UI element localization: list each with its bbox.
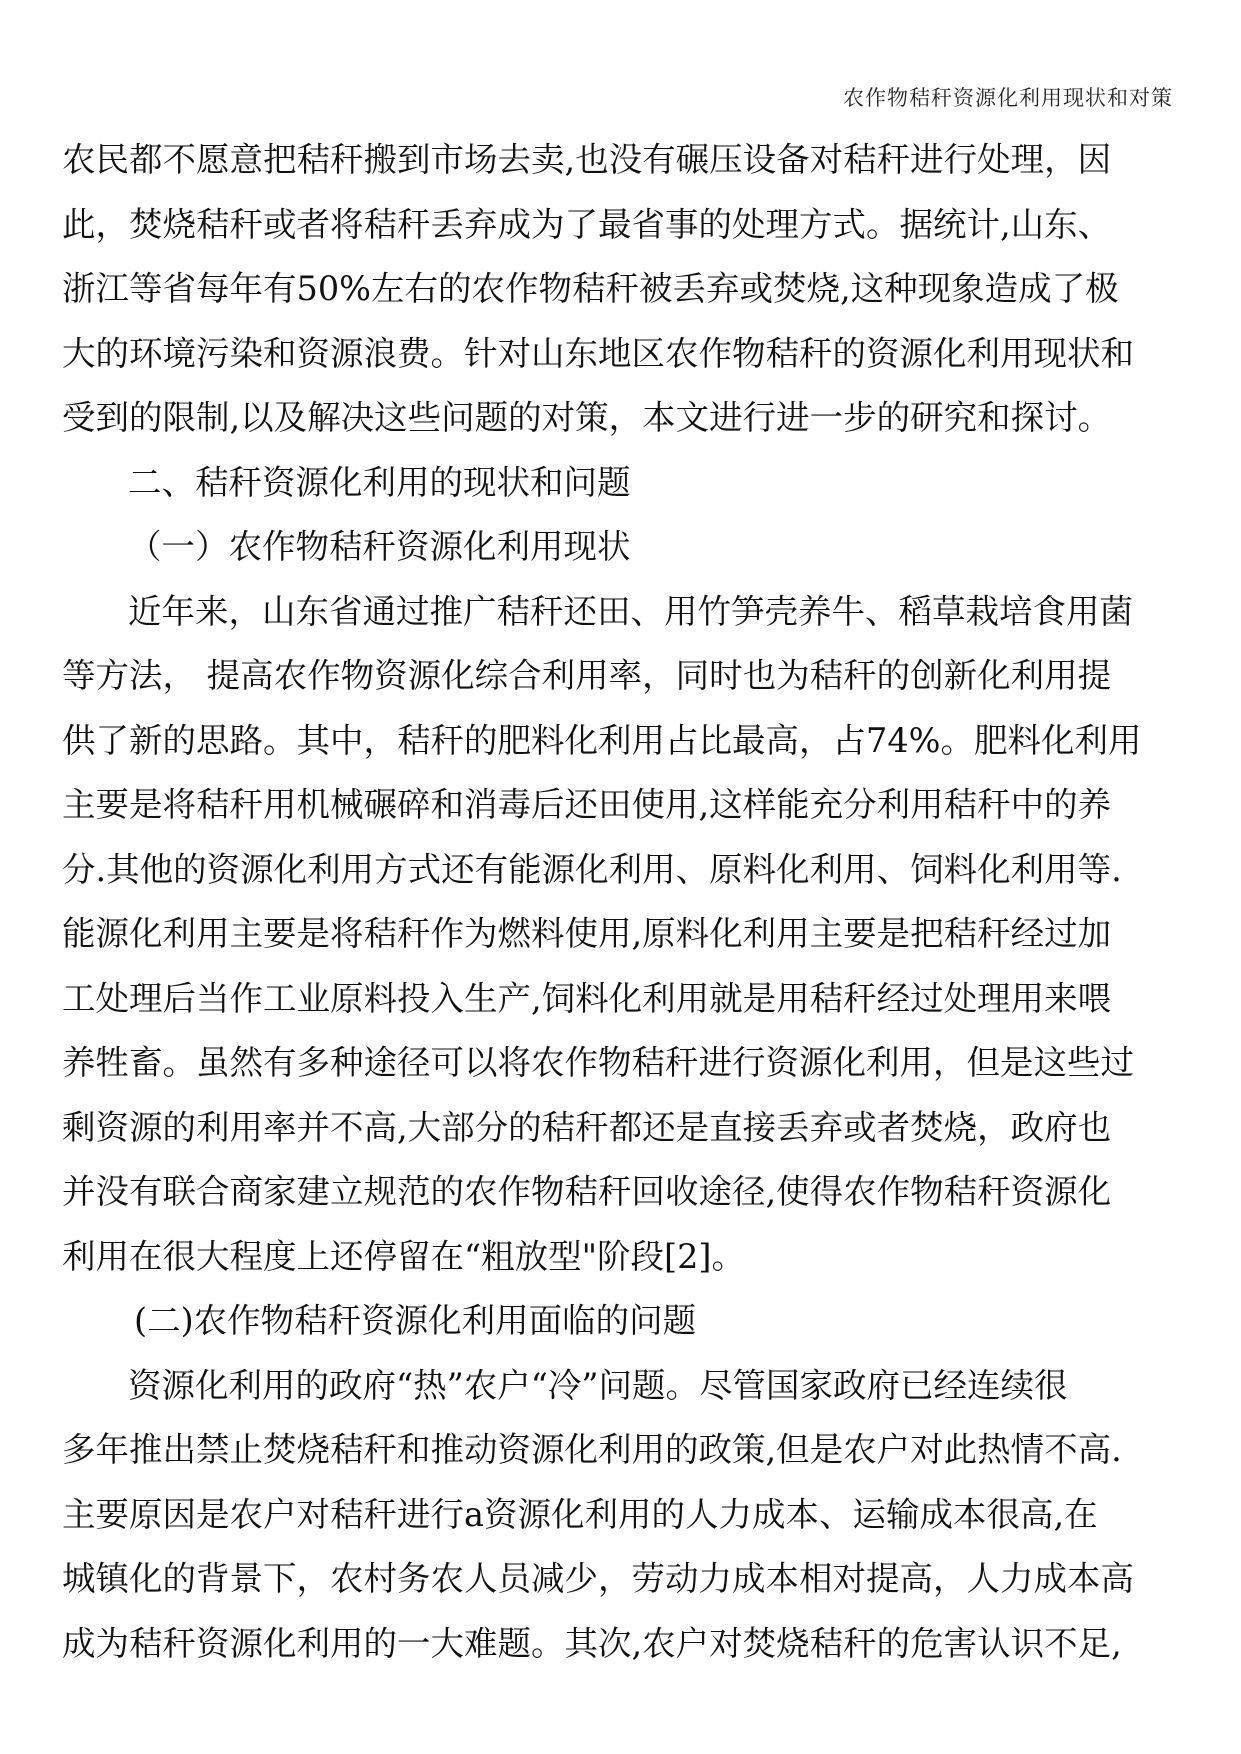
paragraph-line: 利用在很大程度上还停留在“粗放型"阶段[2]。 <box>62 1236 745 1276</box>
paragraph-line: 此，焚烧秸秆或者将秸秆丢弃成为了最省事的处理方式。据统计,山东、 <box>62 204 1112 244</box>
paragraph-line: 成为秸秆资源化利用的一大难题。其次,农户对焚烧秸秆的危害认识不足, <box>62 1623 1122 1663</box>
paragraph-line: 主要原因是农户对秸秆进行a资源化利用的人力成本、运输成本很高,在 <box>62 1494 1098 1534</box>
paragraph-line: 近年来，山东省通过推广秸秆还田、用竹笋壳养牛、稻草栽培食用菌 <box>128 591 1133 631</box>
paragraph-line: 剩资源的利用率并不高,大部分的秸秆都还是直接丢弃或者焚烧，政府也 <box>62 1107 1112 1147</box>
document-body <box>62 128 1180 1676</box>
subsection-heading: （一）农作物秸秆资源化利用现状 <box>128 527 631 566</box>
paragraph-line: 供了新的思路。其中，秸秆的肥料化利用占比最高，占74%。肥料化利用 <box>62 720 1142 760</box>
paragraph-line: 城镇化的背景下，农村务农人员减少，劳动力成本相对提高，人力成本高 <box>62 1559 1134 1598</box>
paragraph-line: 浙江等省每年有50%左右的农作物秸秆被丢弃或焚烧,这种现象造成了极 <box>62 269 1119 308</box>
paragraph-line: 分.其他的资源化利用方式还有能源化利用、原料化利用、饲料化利用等. <box>62 849 1122 889</box>
paragraph-line: 受到的限制,以及解决这些问题的对策，本文进行进一步的研究和探讨。 <box>62 398 1112 437</box>
paragraph-line: 资源化利用的政府“热”农户“冷”问题。尽管国家政府已经连续很 <box>128 1365 1068 1405</box>
paragraph-line: 工处理后当作工业原料投入生产,饲料化利用就是用秸秆经过处理用来喂 <box>62 978 1112 1018</box>
paragraph-line: 主要是将秸秆用机械碾碎和消毒后还田使用,这样能充分利用秸秆中的养 <box>62 785 1112 824</box>
paragraph-line: 农民都不愿意把秸秆搬到市场去卖,也没有碾压设备对秸秆进行处理，因 <box>62 140 1112 179</box>
paragraph-line: 养牲畜。虽然有多种途径可以将农作物秸秆进行资源化利用，但是这些过 <box>62 1043 1134 1082</box>
paragraph-line: 大的环境污染和资源浪费。针对山东地区农作物秸秆的资源化利用现状和 <box>62 333 1134 373</box>
section-heading: 二、秸秆资源化利用的现状和问题 <box>128 462 631 502</box>
paragraph-line: 并没有联合商家建立规范的农作物秸秆回收途径,使得农作物秸秆资源化 <box>62 1172 1112 1211</box>
subsection-heading: (二)农作物秸秆资源化利用面临的问题 <box>134 1301 697 1340</box>
paragraph-line: 多年推出禁止焚烧秸秆和推动资源化利用的政策,但是农户对此热情不高. <box>62 1430 1122 1469</box>
paragraph-line: 等方法， 提高农作物资源化综合利用率，同时也为秸秆的创新化利用提 <box>62 656 1112 695</box>
paragraph-line: 能源化利用主要是将秸秆作为燃料使用,原料化利用主要是把秸秆经过加 <box>62 914 1112 953</box>
running-header-title: 农作物秸秆资源化利用现状和对策 <box>843 86 1173 110</box>
